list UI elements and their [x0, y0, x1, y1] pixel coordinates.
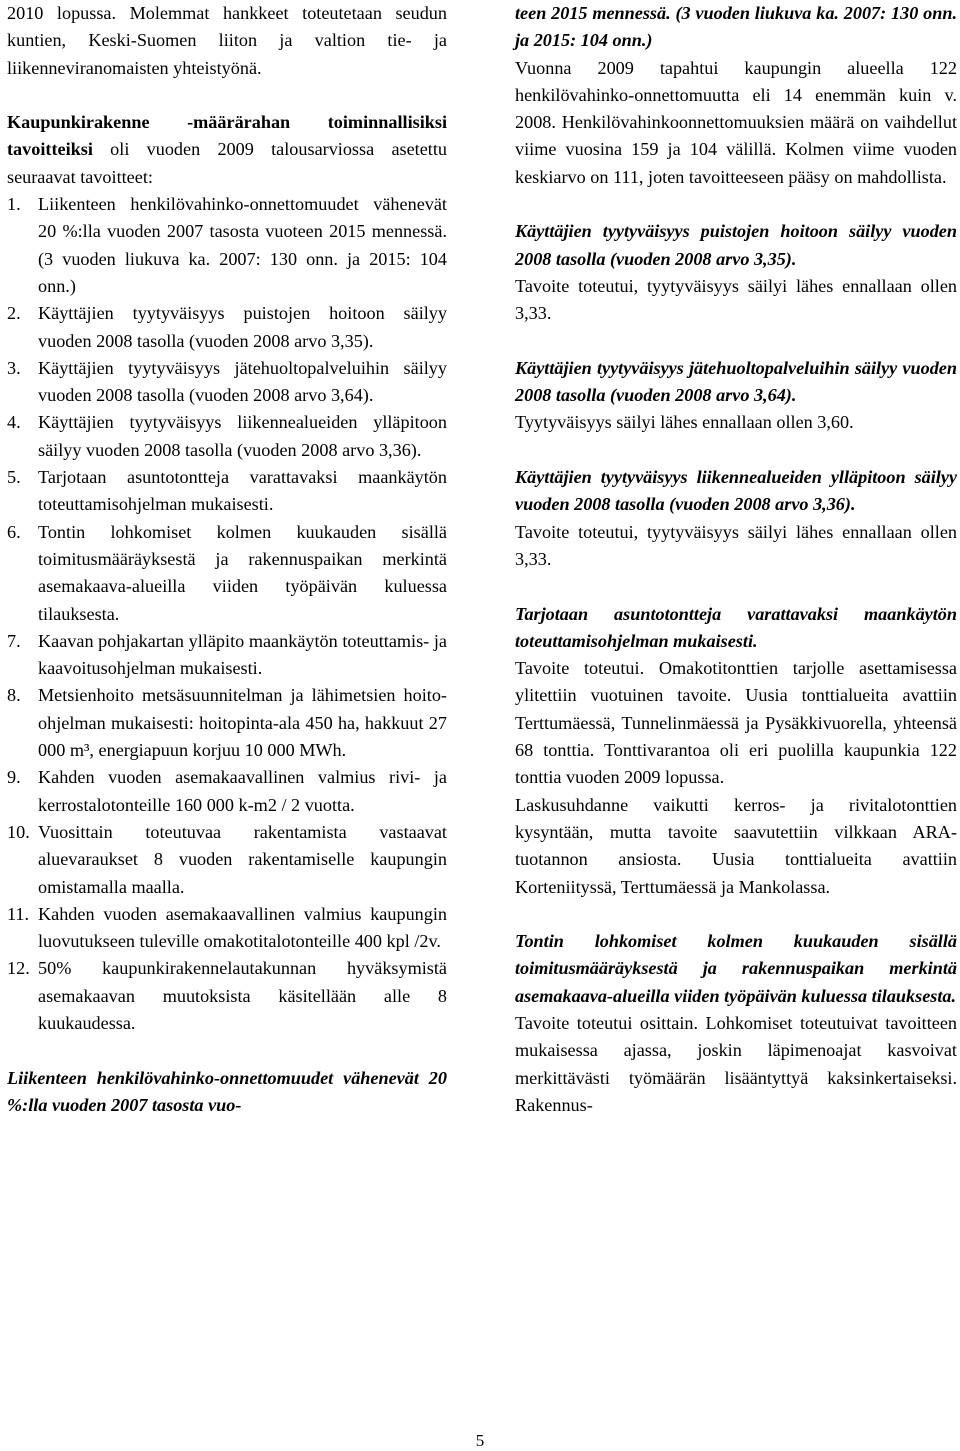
body-paragraph: Tavoite toteutui, tyytyväisyys säilyi lähes ennallaan ollen 3,33.	[515, 521, 957, 569]
list-item	[7, 355, 447, 410]
left-column	[7, 0, 447, 1119]
section-heading: Käyttäjien tyytyväisyys puistojen hoitoon säilyy vuoden 2008 tasolla (vuoden 2008 arvo 3,35).	[515, 221, 957, 269]
list-item	[7, 409, 447, 464]
targets-intro-text: oli vuoden 2009 talousarviossa asetettu seuraavat tavoitteet:	[7, 139, 447, 187]
list-item-text: Metsienhoito metsäsuunnitelman ja lähimetsien hoito-ohjelman mukaisesti: hoitopinta-ala 450 ha, hakkuut 27 000 m³, energiapuun korjuu 10 000 MWh.	[38, 685, 447, 761]
list-item-number: 6.	[7, 521, 21, 542]
list-item-text: Kaavan pohjakartan ylläpito maankäytön toteuttamis- ja kaavoitusohjelman mukaisesti.	[38, 630, 447, 679]
page-number: 5	[475, 1431, 485, 1450]
section-heading: Tarjotaan asuntotontteja varattavaksi maankäytön toteuttamisohjelman mukaisesti.	[515, 603, 957, 651]
list-item-number: 5.	[7, 467, 21, 488]
body-paragraph: Tavoite toteutui. Omakotitonttien tarjolle asettamisessa ylitettiin vuotuinen tavoite. Uusia tonttialueita avattiin Terttumäessä, Tunnelinmäessä ja Pysäkkivuorella, yhteensä 68 tonttia. Tonttivarantoa oli eri puolilla kaupunkia 122 tonttia vuoden 2009 lopussa.	[515, 658, 957, 788]
list-item-number: 4.	[7, 412, 21, 433]
section-heading-continued: teen 2015 mennessä. (3 vuoden liukuva ka. 2007: 130 onn. ja 2015: 104 onn.)	[515, 3, 957, 51]
list-item-text: Kahden vuoden asemakaavallinen valmius kaupungin luovutukseen tuleville omakotitalotonteille 400 kpl /2v.	[38, 903, 447, 952]
list-item-text: Tontin lohkomiset kolmen kuukauden sisällä toimitusmääräyksestä ja rakennuspaikan merkintä asemakaava-alueilla viiden työpäivän kuluessa tilauksesta.	[38, 521, 447, 624]
list-item	[7, 682, 447, 764]
section-heading: Tontin lohkomiset kolmen kuukauden sisällä toimitusmääräyksestä ja rakennuspaikan merkintä asemakaava-alueilla viiden työpäivän kuluessa tilauksesta.	[515, 931, 957, 1006]
body-paragraph: Vuonna 2009 tapahtui kaupungin alueella 122 henkilövahinko-onnettomuutta eli 14 enemmän kuin v. 2008. Henkilövahinkoonnettomuuksien määrä on vaihdellut viime vuosina 159 ja 104 välillä. Kolmen viime vuoden keskiarvo on 111, joten tavoitteeseen pääsy on mahdollista.	[515, 57, 957, 187]
list-item	[7, 464, 447, 519]
list-item-text: Käyttäjien tyytyväisyys liikennealueiden ylläpitoon säilyy vuoden 2008 tasolla (vuoden 2008 arvo 3,36).	[38, 412, 447, 460]
list-item-number: 2.	[7, 303, 21, 324]
list-item-text: Liikenteen henkilövahinko-onnettomuudet vähenevät 20 %:lla vuoden 2007 tasosta vuoteen 2015 mennessä. (3 vuoden liukuva ka. 2007: 130 onn. ja 2015: 104 onn.)	[38, 194, 447, 296]
right-column	[515, 0, 957, 1119]
body-paragraph: Tavoite toteutui, tyytyväisyys säilyi lähes ennallaan ollen 3,33.	[515, 275, 957, 324]
list-item-number: 9.	[7, 767, 21, 788]
list-item-number: 8.	[7, 685, 21, 706]
list-item-text: Vuosittain toteutuvaa rakentamista vastaavat aluevaraukset 8 vuoden rakentamiselle kaupungin omistamalla maalla.	[38, 821, 447, 897]
section-heading: Käyttäjien tyytyväisyys jätehuoltopalveluihin säilyy vuoden 2008 tasolla (vuoden 2008 arvo 3,64).	[515, 357, 957, 406]
list-item-number: 11.	[7, 903, 30, 924]
list-item	[7, 300, 447, 355]
list-item-text: Tarjotaan asuntotontteja varattavaksi maankäytön toteuttamisohjelman mukaisesti.	[38, 467, 447, 515]
list-item	[7, 191, 447, 300]
list-item	[7, 901, 447, 956]
list-item	[7, 764, 447, 819]
list-item-text: Kahden vuoden asemakaavallinen valmius rivi- ja kerrostalotonteille 160 000 k-m2 / 2 vuotta.	[38, 767, 447, 815]
list-item-number: 12.	[7, 958, 30, 979]
list-item	[7, 628, 447, 683]
targets-intro-paragraph	[7, 109, 447, 191]
targets-heading: Kaupunkirakenne -määrärahan toiminnallisiksi tavoitteiksi	[7, 112, 447, 160]
section-heading: Käyttäjien tyytyväisyys liikennealueiden ylläpitoon säilyy vuoden 2008 tasolla (vuoden 2008 arvo 3,36).	[515, 467, 957, 515]
intro-paragraph: 2010 lopussa. Molemmat hankkeet toteutetaan seudun kuntien, Keski-Suomen liiton ja valtion tie- ja liikenneviranomaisten yhteistyönä.	[7, 3, 447, 78]
body-paragraph: Tyytyväisyys säilyi lähes ennallaan ollen 3,60.	[515, 412, 854, 433]
list-item	[7, 955, 447, 1037]
list-item-number: 7.	[7, 630, 21, 651]
list-item	[7, 519, 447, 628]
list-item	[7, 819, 447, 901]
section-heading: Liikenteen henkilövahinko-onnettomuudet vähenevät 20 %:lla vuoden 2007 tasosta vuo-	[7, 1067, 447, 1115]
list-item-text: Käyttäjien tyytyväisyys jätehuoltopalveluihin säilyy vuoden 2008 tasolla (vuoden 2008 arvo 3,64).	[38, 357, 447, 406]
list-item-number: 3.	[7, 357, 21, 378]
list-item-text: 50% kaupunkirakennelautakunnan hyväksymistä asemakaavan muutoksista käsitellään alle 8 kuukaudessa.	[38, 958, 447, 1033]
body-paragraph: Tavoite toteutui osittain. Lohkomiset toteutuivat tavoitteen mukaisessa ajassa, joskin läpimenoajat kasvoivat merkittävästi työmäärän lisääntyttyä kaksinkertaiseksi. Rakennus-	[515, 1012, 957, 1115]
list-item-number: 1.	[7, 194, 21, 215]
list-item-text: Käyttäjien tyytyväisyys puistojen hoitoon säilyy vuoden 2008 tasolla (vuoden 2008 arvo 3,35).	[38, 303, 447, 351]
body-paragraph: Laskusuhdanne vaikutti kerros- ja rivitalotonttien kysyntään, mutta tavoite saavutettiin vilkkaan ARA-tuotannon ansiosta. Uusia tonttialueita avattiin Korteniityssä, Terttumäessä ja Mankolassa.	[515, 794, 957, 897]
list-item-number: 10.	[7, 821, 30, 842]
targets-list	[7, 191, 447, 1037]
